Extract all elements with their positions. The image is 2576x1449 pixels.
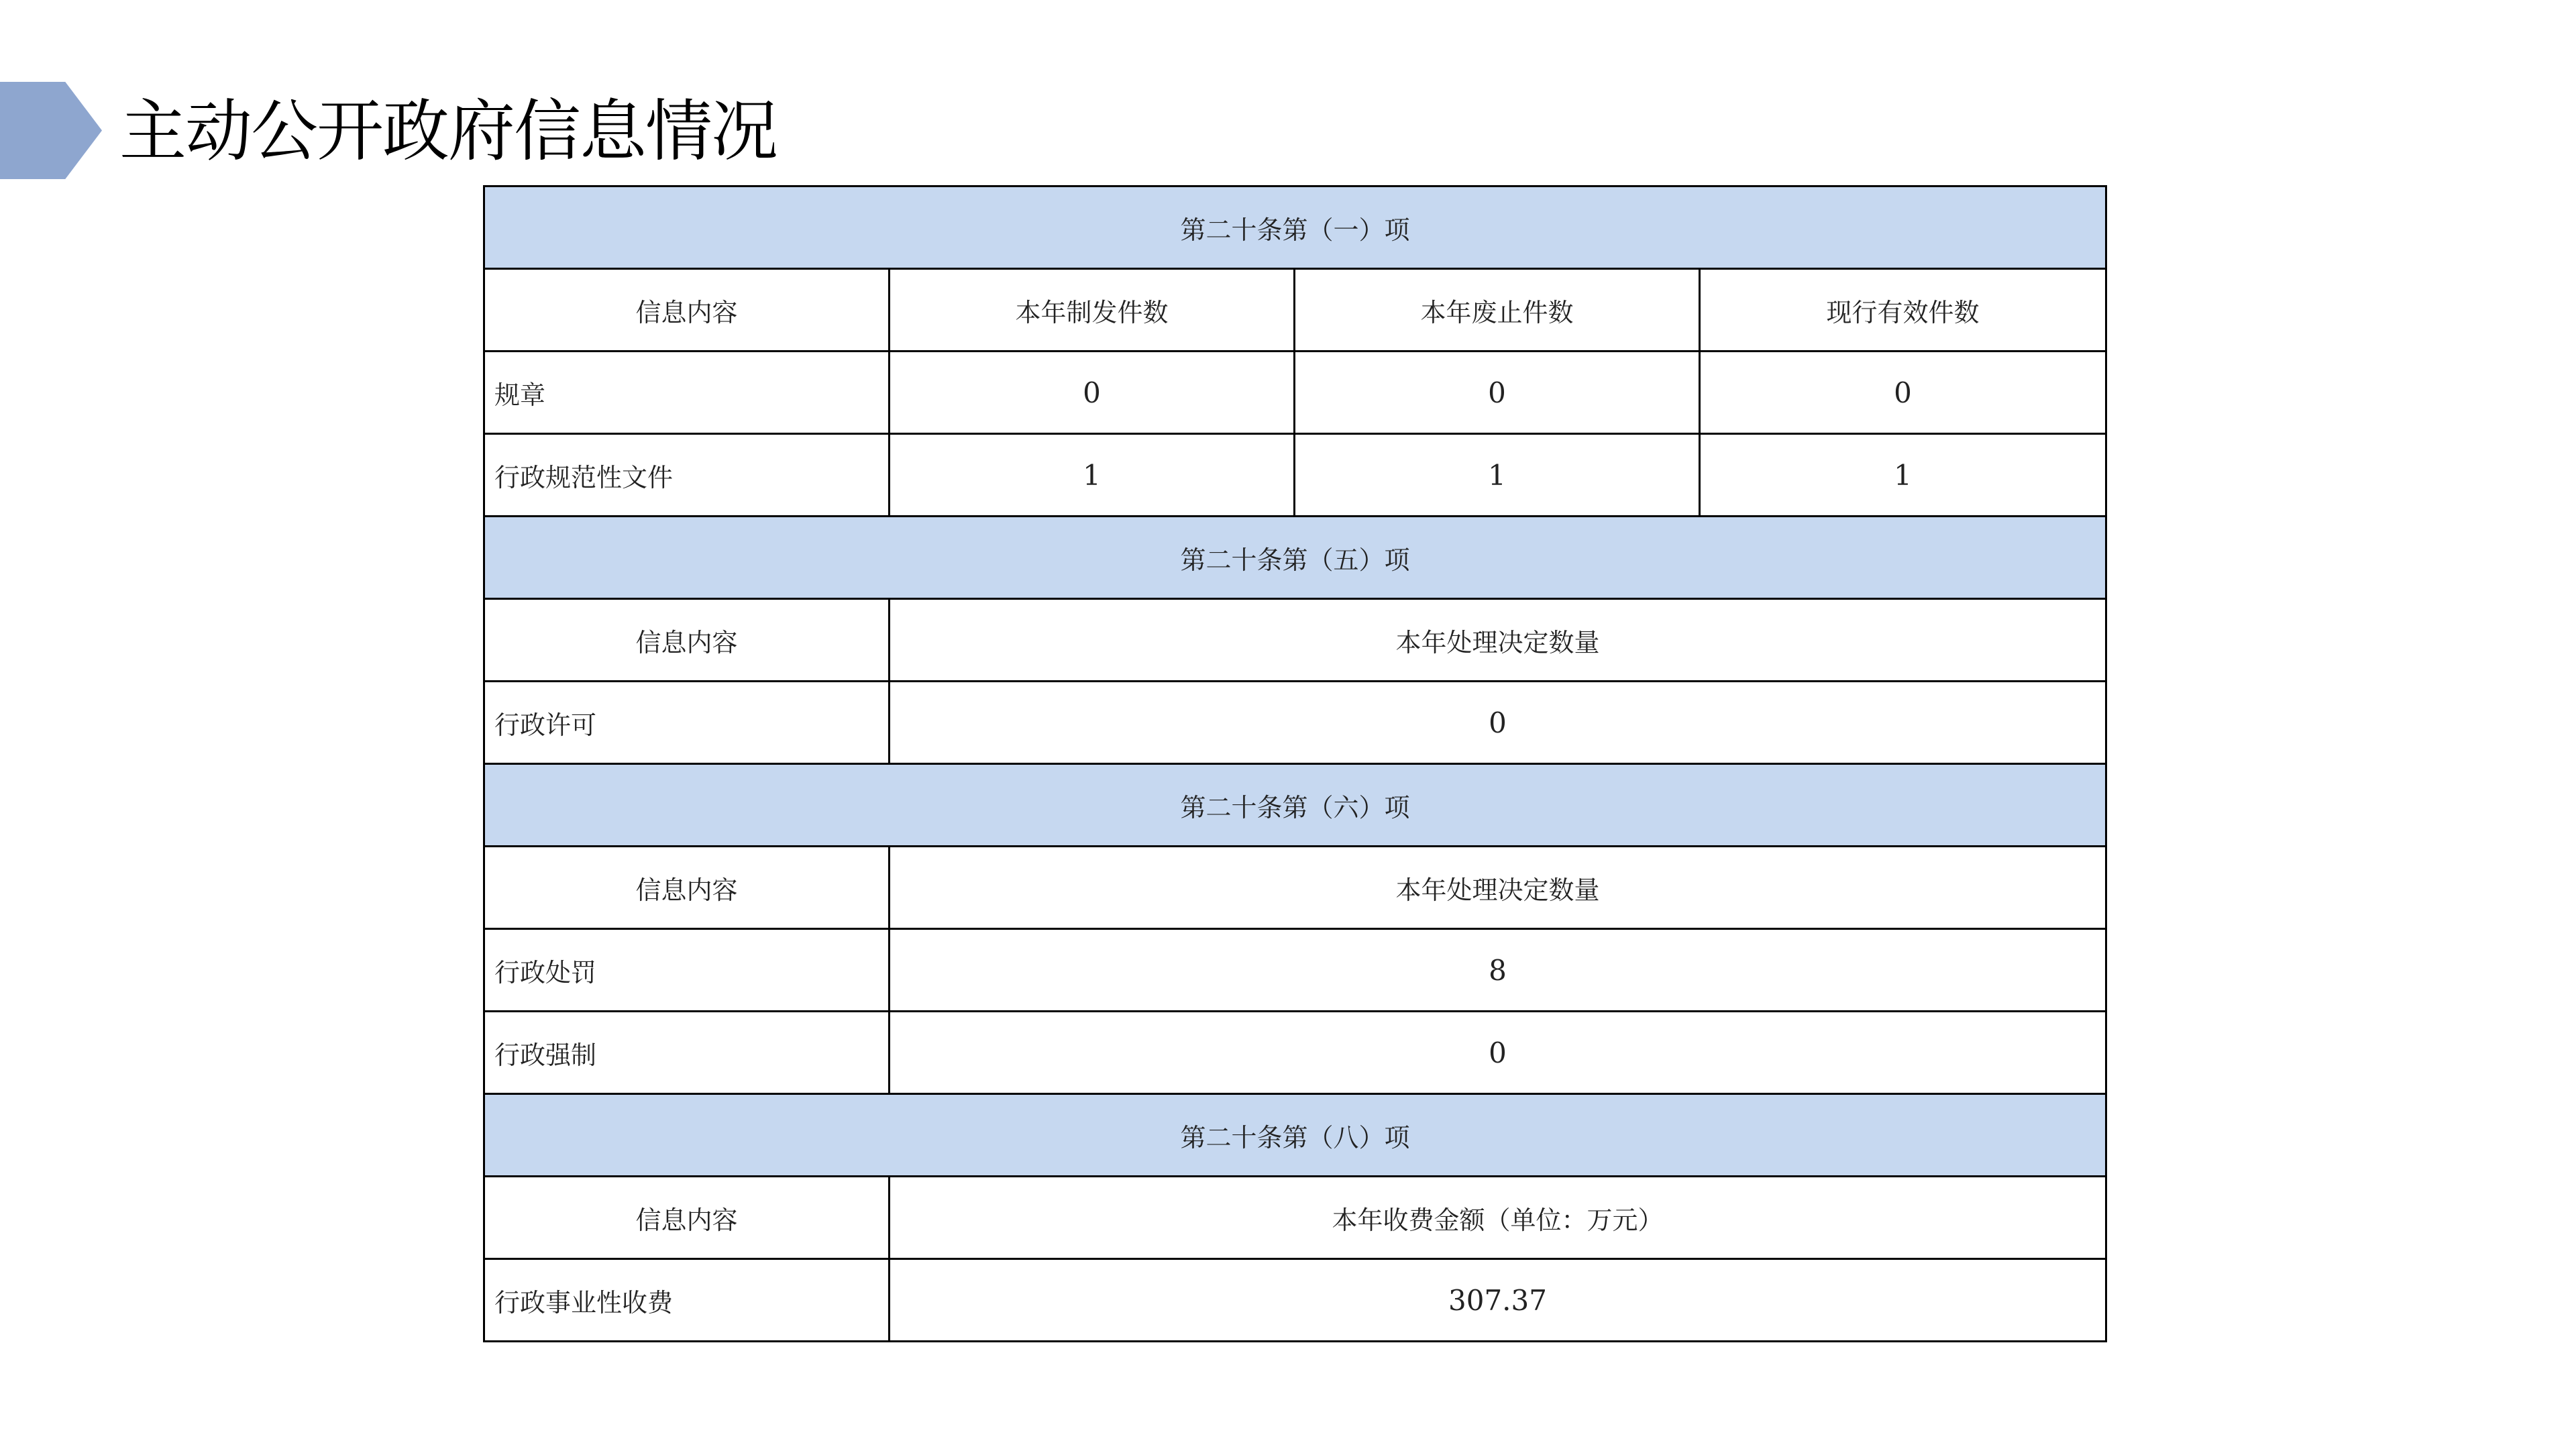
title-chevron-decoration <box>0 82 102 179</box>
column-header: 信息内容 <box>484 599 890 682</box>
cell-value: 0 <box>1295 352 1700 434</box>
column-header: 信息内容 <box>484 847 890 929</box>
section-title: 第二十条第（六）项 <box>484 764 2106 847</box>
column-header-row <box>484 847 2106 929</box>
column-header: 本年处理决定数量 <box>890 599 2106 682</box>
column-header: 本年废止件数 <box>1295 269 1700 352</box>
row-label: 规章 <box>484 352 890 434</box>
table-row <box>484 682 2106 764</box>
column-header: 本年收费金额（单位：万元） <box>890 1177 2106 1259</box>
section-header-row <box>484 186 2106 269</box>
column-header: 本年处理决定数量 <box>890 847 2106 929</box>
table-row <box>484 352 2106 434</box>
cell-value: 0 <box>890 682 2106 764</box>
table-row <box>484 434 2106 517</box>
cell-value: 1 <box>890 434 1295 517</box>
cell-value: 0 <box>1700 352 2106 434</box>
table-row <box>484 1259 2106 1342</box>
cell-value: 1 <box>1700 434 2106 517</box>
table-row <box>484 1012 2106 1094</box>
section-header-row <box>484 764 2106 847</box>
row-label: 行政事业性收费 <box>484 1259 890 1342</box>
cell-value: 1 <box>1295 434 1700 517</box>
column-header: 信息内容 <box>484 1177 890 1259</box>
cell-value: 8 <box>890 929 2106 1012</box>
column-header-row <box>484 269 2106 352</box>
row-label: 行政规范性文件 <box>484 434 890 517</box>
cell-value: 307.37 <box>890 1259 2106 1342</box>
row-label: 行政处罚 <box>484 929 890 1012</box>
column-header-row <box>484 599 2106 682</box>
section-title: 第二十条第（一）项 <box>484 186 2106 269</box>
row-label: 行政强制 <box>484 1012 890 1094</box>
table-row <box>484 929 2106 1012</box>
cell-value: 0 <box>890 1012 2106 1094</box>
column-header-row <box>484 1177 2106 1259</box>
cell-value: 0 <box>890 352 1295 434</box>
section-header-row <box>484 1094 2106 1177</box>
column-header: 现行有效件数 <box>1700 269 2106 352</box>
section-title: 第二十条第（五）项 <box>484 517 2106 599</box>
column-header: 信息内容 <box>484 269 890 352</box>
section-title: 第二十条第（八）项 <box>484 1094 2106 1177</box>
section-header-row <box>484 517 2106 599</box>
disclosure-table <box>483 185 2107 1342</box>
column-header: 本年制发件数 <box>890 269 1295 352</box>
page-title: 主动公开政府信息情况 <box>119 92 777 170</box>
row-label: 行政许可 <box>484 682 890 764</box>
